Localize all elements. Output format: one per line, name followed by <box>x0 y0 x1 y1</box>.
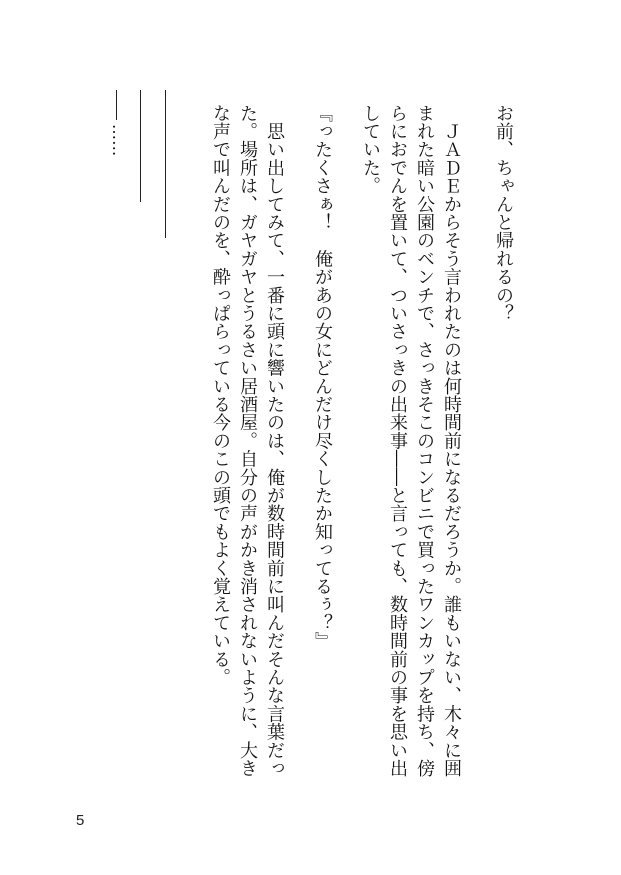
page-number: 5 <box>76 812 85 829</box>
dash-rule-mini <box>116 90 117 120</box>
text-line-2: ＪＡＤＥからそう言われたのは何時間前になるだろうか。誰もいない、木々に囲 <box>441 104 462 778</box>
text-line-9: な声で叫んだのを、酔っぱらっている今のこの頭でもよく覚えている。 <box>210 104 231 687</box>
dash-rule-short <box>140 90 141 202</box>
text-line-4: らにおでんを置いて、ついさっきの出来事――と言っても、数時間前の事を思い出 <box>387 104 408 778</box>
text-line-6: 『ったくさぁ！ 俺があの女にどんだけ尽くしたか知ってるぅ？』 <box>312 104 333 650</box>
text-line-3: まれた暗い公園のベンチで、さっきそこのコンビニで買ったワンカップを持ち、傍 <box>414 104 435 778</box>
text-line-5: していた。 <box>360 104 381 195</box>
text-line-1: お前、ちゃんと帰れるの？ <box>493 104 514 323</box>
dash-rule-long <box>165 90 166 238</box>
text-line-7: 思い出してみて、一番に頭に響いたのは、俺が数時間前に叫んだそんな言葉だっ <box>264 104 285 778</box>
text-line-8: た。場所は、ガヤガヤとうるさい居酒屋。自分の声がかき消されないように、大き <box>237 104 258 778</box>
ellipsis-line: …… <box>109 124 128 157</box>
